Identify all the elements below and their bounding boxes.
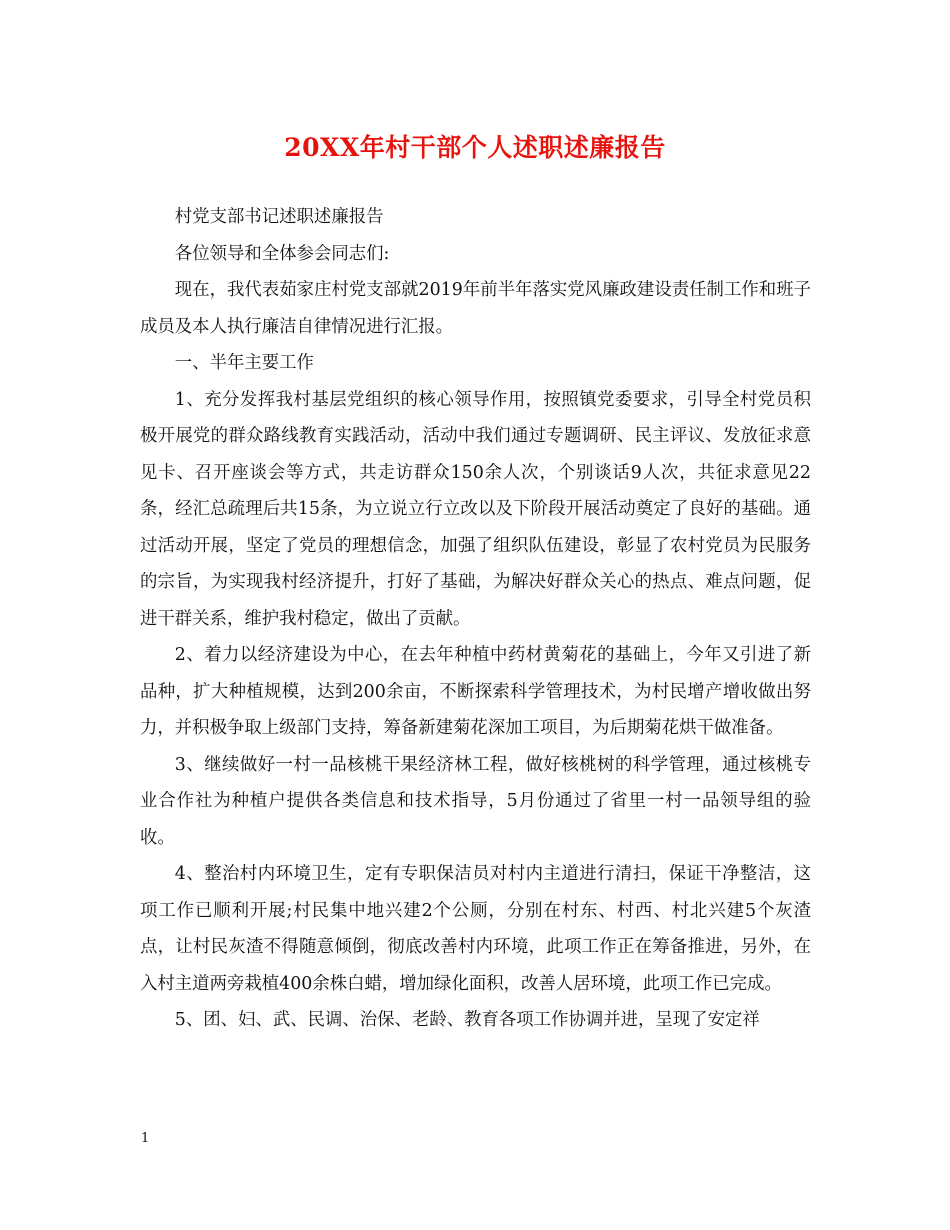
paragraph-subtitle: 村党支部书记述职述廉报告 — [174, 207, 384, 227]
paragraph-intro: 现在，我代表茹家庄村党支部就2019年前半年落实党风廉政建设责任制工作和班子成员及本人执行廉洁自律情况进行汇报。 — [140, 280, 811, 337]
paragraph-salutation: 各位领导和全体参会同志们: — [174, 243, 390, 264]
page-number: 1 — [141, 1131, 150, 1146]
paragraph-item-3: 3、继续做好一村一品核桃干果经济林工程，做好核桃树的科学管理，通过核桃专业合作社为种植户提供各类信息和技术指导，5月份通过了省里一村一品领导组的验收。 — [140, 754, 811, 848]
section-heading: 一、半年主要工作 — [174, 353, 314, 373]
document-title: 20XX年村干部个人述职述廉报告 — [284, 133, 666, 162]
paragraph-item-2: 2、着力以经济建设为中心，在去年种植中药材黄菊花的基础上，今年又引进了新品种，扩大种植规模，达到200余亩，不断探索科学管理技术，为村民增产增收做出努力，并积极争取上级部门支持，筹备新建菊花深加工项目，为后期菊花烘干做准备。 — [140, 645, 811, 738]
document-body — [140, 199, 811, 1039]
paragraph-item-5: 5、团、妇、武、民调、治保、老龄、教育各项工作协调并进，呈现了安定祥 — [174, 1010, 760, 1030]
paragraph-item-1: 1、充分发挥我村基层党组织的核心领导作用，按照镇党委要求，引导全村党员积极开展党的群众路线教育实践活动，活动中我们通过专题调研、民主评议、发放征求意见卡、召开座谈会等方式，共走访群众150余人次，个别谈话9人次，共征求意见22条，经汇总疏理后共15条，为立说立行立改以及下阶段开展活动奠定了良好的基础。通过活动开展，坚定了党员的理想信念，加强了组织队伍建设，彰显了农村党员为民服务的宗旨，为实现我村经济提升，打好了基础，为解决好群众关心的热点、难点问题，促进干群关系，维护我村稳定，做出了贡献。 — [140, 389, 811, 629]
paragraph-item-4: 4、整治村内环境卫生，定有专职保洁员对村内主道进行清扫，保证干净整洁，这项工作已顺利开展;村民集中地兴建2个公厕，分别在村东、村西、村北兴建5个灰渣点，让村民灰渣不得随意倾倒，彻底改善村内环境，此项工作正在筹备推进，另外，在入村主道两旁栽植400余株白蜡，增加绿化面积，改善人居环境，此项工作已完成。 — [140, 864, 811, 994]
